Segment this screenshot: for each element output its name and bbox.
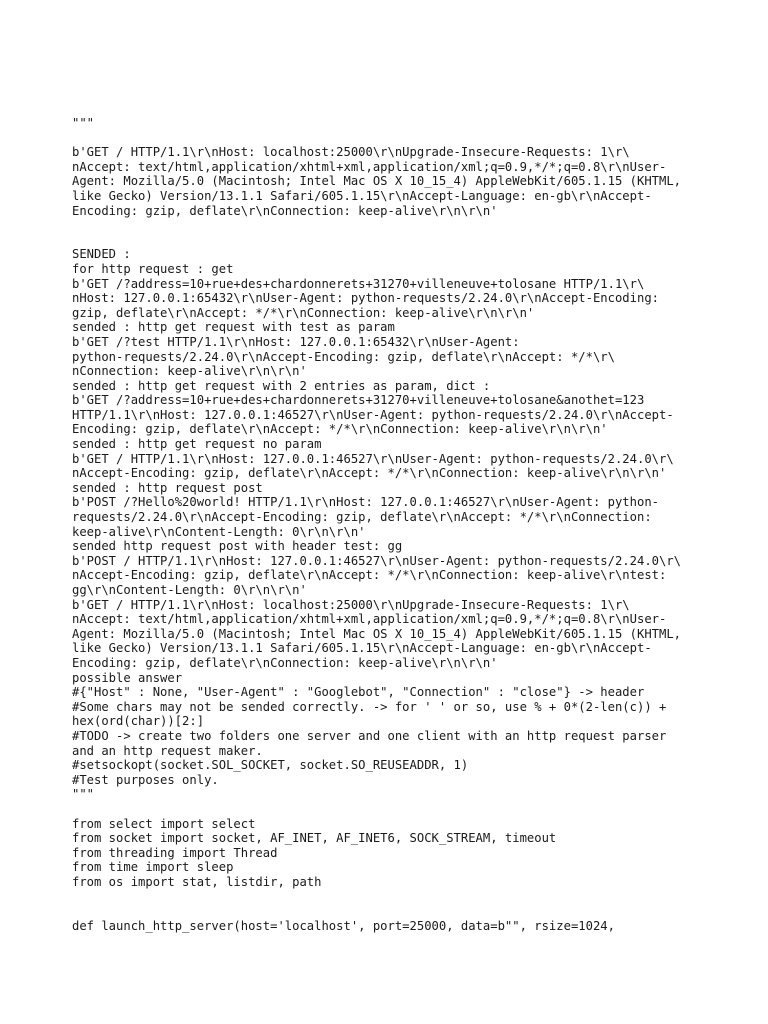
code-line: SENDED : [72,247,131,262]
code-line: from select import select [72,816,256,831]
code-line: #Some chars may not be sended correctly. -> for ' ' or so, use % + 0*(2-len(c)) + [72,699,667,714]
code-line: gzip, deflate\r\nAccept: */*\r\nConnection: keep-alive\r\n\r\n' [72,305,535,320]
code-line: sended : http get request no param [72,437,322,452]
code-line: b'GET /?test HTTP/1.1\r\nHost: 127.0.0.1:65432\r\nUser-Agent: [72,334,520,349]
code-line: like Gecko) Version/13.1.1 Safari/605.1.15\r\nAccept-Language: en-gb\r\nAccept- [72,641,652,656]
code-line: b'GET /?address=10+rue+des+chardonnerets+31270+villeneuve+tolosane&anothet=123 [72,393,645,408]
code-line: HTTP/1.1\r\nHost: 127.0.0.1:46527\r\nUser-Agent: python-requests/2.24.0\r\nAccept- [72,407,674,422]
code-line: def launch_http_server(host='localhost', port=25000, data=b"", rsize=1024, [72,918,615,933]
code-line: for http request : get [72,261,234,276]
code-line: nAccept-Encoding: gzip, deflate\r\nAccept: */*\r\nConnection: keep-alive\r\n\r\n' [72,466,667,481]
code-line: requests/2.24.0\r\nAccept-Encoding: gzip, deflate\r\nAccept: */*\r\nConnection: [72,510,652,525]
code-line: nAccept: text/html,application/xhtml+xml,application/xml;q=0.9,*/*;q=0.8\r\nUser- [72,159,667,174]
code-line: from socket import socket, AF_INET, AF_INET6, SOCK_STREAM, timeout [72,831,557,846]
code-line: nHost: 127.0.0.1:65432\r\nUser-Agent: python-requests/2.24.0\r\nAccept-Encoding: [72,291,659,306]
code-line: hex(ord(char))[2:] [72,714,205,729]
code-line: b'GET / HTTP/1.1\r\nHost: 127.0.0.1:46527\r\nUser-Agent: python-requests/2.24.0\r\ [72,451,674,466]
code-line: keep-alive\r\nContent-Length: 0\r\n\r\n' [72,524,366,539]
code-line: """ [72,116,95,130]
blank-line [72,904,712,919]
blank-line [72,889,712,904]
code-listing [72,116,712,933]
code-line: #{"Host" : None, "User-Agent" : "Googlebot", "Connection" : "close"} -> header [72,685,645,700]
code-line: nAccept: text/html,application/xhtml+xml,application/xml;q=0.9,*/*;q=0.8\r\nUser- [72,612,667,627]
code-line: like Gecko) Version/13.1.1 Safari/605.1.15\r\nAccept-Language: en-gb\r\nAccept- [72,188,652,203]
code-line: b'POST / HTTP/1.1\r\nHost: 127.0.0.1:46527\r\nUser-Agent: python-requests/2.24.0\r\ [72,553,682,568]
blank-line [72,131,712,146]
code-line: Agent: Mozilla/5.0 (Macintosh; Intel Mac OS X 10_15_4) AppleWebKit/605.1.15 (KHTML, [72,626,682,641]
code-line: sended : http request post [72,480,263,495]
code-line: from time import sleep [72,860,234,875]
code-line: #Test purposes only. [72,772,219,787]
code-line: gg\r\nContent-Length: 0\r\n\r\n' [72,583,307,597]
code-line: Encoding: gzip, deflate\r\nConnection: keep-alive\r\n\r\n' [72,655,498,670]
code-line: b'GET / HTTP/1.1\r\nHost: localhost:25000\r\nUpgrade-Insecure-Requests: 1\r\ [72,597,630,612]
blank-line [72,233,712,248]
code-line: Agent: Mozilla/5.0 (Macintosh; Intel Mac OS X 10_15_4) AppleWebKit/605.1.15 (KHTML, [72,174,682,189]
code-line: python-requests/2.24.0\r\nAccept-Encoding: gzip, deflate\r\nAccept: */*\r\ [72,349,615,364]
code-line: nAccept-Encoding: gzip, deflate\r\nAccept: */*\r\nConnection: keep-alive\r\ntest: [72,568,667,583]
blank-line [72,218,712,233]
code-line: #setsockopt(socket.SOL_SOCKET, socket.SO_REUSEADDR, 1) [72,758,469,773]
code-line: Encoding: gzip, deflate\r\nAccept: */*\r\nConnection: keep-alive\r\n\r\n' [72,422,608,437]
code-line: and an http request maker. [72,743,263,758]
code-line: possible answer [72,670,183,685]
code-line: b'GET / HTTP/1.1\r\nHost: localhost:25000\r\nUpgrade-Insecure-Requests: 1\r\ [72,145,630,160]
code-line: sended http request post with header test: gg [72,539,403,554]
code-line: from threading import Thread [72,845,278,860]
code-line: Encoding: gzip, deflate\r\nConnection: keep-alive\r\n\r\n' [72,203,498,218]
blank-line [72,802,712,817]
code-line: #TODO -> create two folders one server and one client with an http request parser [72,728,667,743]
code-line: sended : http get request with test as param [72,320,395,335]
code-line: from os import stat, listdir, path [72,874,322,889]
code-line: nConnection: keep-alive\r\n\r\n' [72,364,307,379]
code-line: sended : http get request with 2 entries as param, dict : [72,378,491,393]
code-line: b'GET /?address=10+rue+des+chardonnerets+31270+villeneuve+tolosane HTTP/1.1\r\ [72,276,645,291]
code-line: b'POST /?Hello%20world! HTTP/1.1\r\nHost: 127.0.0.1:46527\r\nUser-Agent: python- [72,495,659,510]
code-line: """ [72,787,95,802]
